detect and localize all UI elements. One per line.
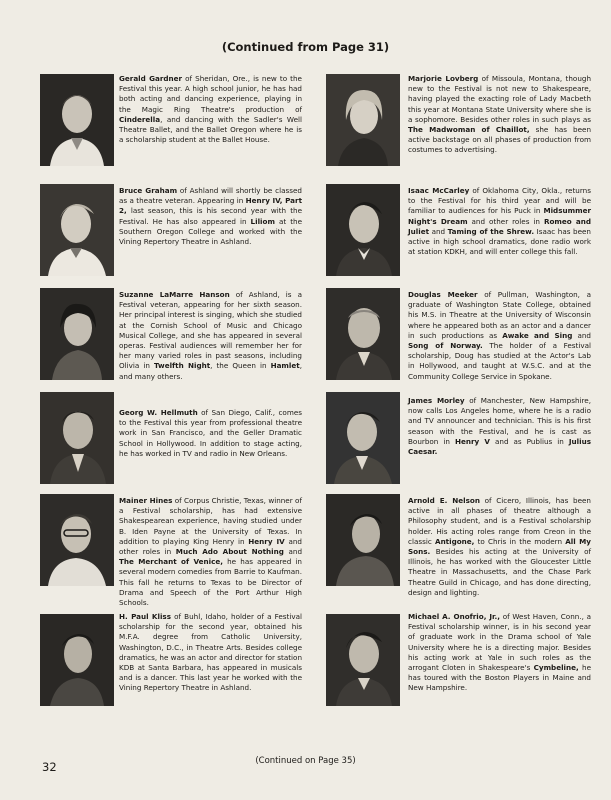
bio-name: Arnold E. Nelson xyxy=(408,496,480,505)
portrait-photo-hanson xyxy=(40,288,114,380)
bio-name: Suzanne LaMarre Hanson xyxy=(119,290,230,299)
portrait-photo-gardner xyxy=(40,74,114,166)
bio-name: Michael A. Onofrio, Jr., xyxy=(408,612,501,621)
bio-name: James Morley xyxy=(408,396,465,405)
continued-from-header: (Continued from Page 31) xyxy=(221,40,390,54)
bio-kliss: H. Paul Kliss of Buhl, Idaho, holder of a Festival scholarship for the second year, obtained his M.F.A. degree from Catholic University, Washington, D.C., in Theatre Arts. Besides college dramatics, he was an actor and director for station KDB at Santa Barbara, has appeared in musicals and is a dancer. This last year he worked with the Vining Repertory Theatre in Ashland. xyxy=(119,612,302,693)
bio-name: Mainer Hines xyxy=(119,496,173,505)
bio-lovberg: Marjorie Lovberg of Missoula, Montana, though new to the Festival is not new to Shakespeare, having played the exacting role of Lady Macbeth this year at Montana State University where she is a sophomore. Besides other roles in such plays as The Madwoman of Chaillot, she has been active backstage on all phases of production from costumes to advertising. xyxy=(408,74,592,155)
portrait-photo-hellmuth xyxy=(40,392,114,484)
bio-name: Gerald Gardner xyxy=(119,74,183,83)
bio-name: Isaac McCarley xyxy=(408,186,470,195)
portrait-photo-morley xyxy=(326,392,400,484)
portrait-photo-kliss xyxy=(40,614,114,706)
bio-nelson: Arnold E. Nelson of Cicero, Illinois, has been active in all phases of theatre although a Philosophy student, and is a Festival scholarship holder. His acting roles range from Creon in the classic Antigone, to Chris in the modern All My Sons. Besides his acting at the University of Illinois, he has worked with the Gloucester Little Theatre in Massachusetts, and the Chase Park Theatre Guild in Chicago, and has done directing, design and lighting. xyxy=(408,496,591,597)
bio-name: Marjorie Lovberg xyxy=(408,74,479,83)
portrait-photo-hines xyxy=(40,494,114,586)
bio-name: Douglas Meeker xyxy=(408,290,478,299)
page-number: 32 xyxy=(42,760,57,774)
portrait-photo-graham xyxy=(40,184,114,276)
bio-name: Georg W. Hellmuth xyxy=(119,408,198,417)
bio-name: H. Paul Kliss xyxy=(119,612,171,621)
bio-mccarley: Isaac McCarley of Oklahoma City, Okla., returns to the Festival for his third year and will be familiar to audiences for his Puck in Midsummer Night's Dream and other roles in Romeo and Juliet and Taming of the Shrew. Isaac has been active in high school dramatics, done radio work at station KDKH, and will enter college this fall. xyxy=(408,186,591,257)
bio-hellmuth: Georg W. Hellmuth of San Diego, Calif., comes to the Festival this year from professional theatre work in San Francisco, and the Geller Dramatic School in Hollywood. In addition to stage acting, he has worked in TV and radio in New Orleans. xyxy=(119,408,302,458)
bio-meeker: Douglas Meeker of Pullman, Washington, a graduate of Washington State College, obtained his M.S. in Theatre at the University of Wisconsin where he appeared both as an actor and a dancer in such productions as Awake and Sing and Song of Norway. The holder of a Festival scholarship, Doug has studied at the Actor's Lab in Hollywood, and taught at W.S.C. and at the Community College Service in Spokane. xyxy=(408,290,592,381)
portrait-photo-lovberg xyxy=(326,74,400,166)
bio-graham: Bruce Graham of Ashland will shortly be classed as a theatre veteran. Appearing in Henry IV, Part 2, last season, this is his second year with the Festival. He has also appeared in Liliom at the Southern Oregon College and worked with the Vining Repertory Theatre in Ashland. xyxy=(119,186,303,247)
portrait-photo-mccarley xyxy=(326,184,400,276)
bio-hanson: Suzanne LaMarre Hanson of Ashland, is a Festival veteran, appearing for her sixth season. Her principal interest is singing, which she studied at the Cornish School of Music and Chicago Musical College, and she has appeared in several operas. Festival audiences will remember her for her many varied roles in past seasons, including Olivia in Twelfth Night, the Queen in Hamlet, and many others. xyxy=(119,290,303,381)
bio-name: Bruce Graham xyxy=(119,186,178,195)
bio-hines: Mainer Hines of Corpus Christie, Texas, winner of a Festival scholarship, has had extensive Shakespearean experience, having studied under B. Iden Payne at the University of Texas. In addition to playing King Henry in Henry IV and other roles in Much Ado About Nothing and The Merchant of Venice, he has appeared in several modern comedies from Barrie to Kaufman. This fall he returns to Texas to be Director of Drama and Speech of the Port Arthur High Schools. xyxy=(119,496,303,608)
portrait-photo-onofrio xyxy=(326,614,400,706)
portrait-photo-meeker xyxy=(326,288,400,380)
bio-onofrio: Michael A. Onofrio, Jr., of West Haven, Conn., a Festival scholarship winner, is in his second year of graduate work in the Drama school of Yale University where he is a directing major. Besides his acting work at Yale in such roles as the arrogant Cloten in Shakespeare's Cymbeline, he has toured with the Boston Players in Maine and New Hampshire. xyxy=(408,612,591,693)
portrait-photo-nelson xyxy=(326,494,400,586)
continued-on-footer: (Continued on Page 35) xyxy=(255,756,356,766)
bio-morley: James Morley of Manchester, New Hampshire, now calls Los Angeles home, where he is a radio and TV announcer and technician. This is his first season with the Festival, and he is cast as Bourbon in Henry V and as Publius in Julius Caesar. xyxy=(408,396,592,457)
bio-gardner: Gerald Gardner of Sheridan, Ore., is new to the Festival this year. A high school junior, he has had both acting and dancing experience, playing in the Magic Ring Theatre's production of Cinderella, and dancing with the Sadler's Well Theatre Ballet, and the Ballet Oregon where he is a scholarship student at the Ballet House. xyxy=(119,74,302,145)
